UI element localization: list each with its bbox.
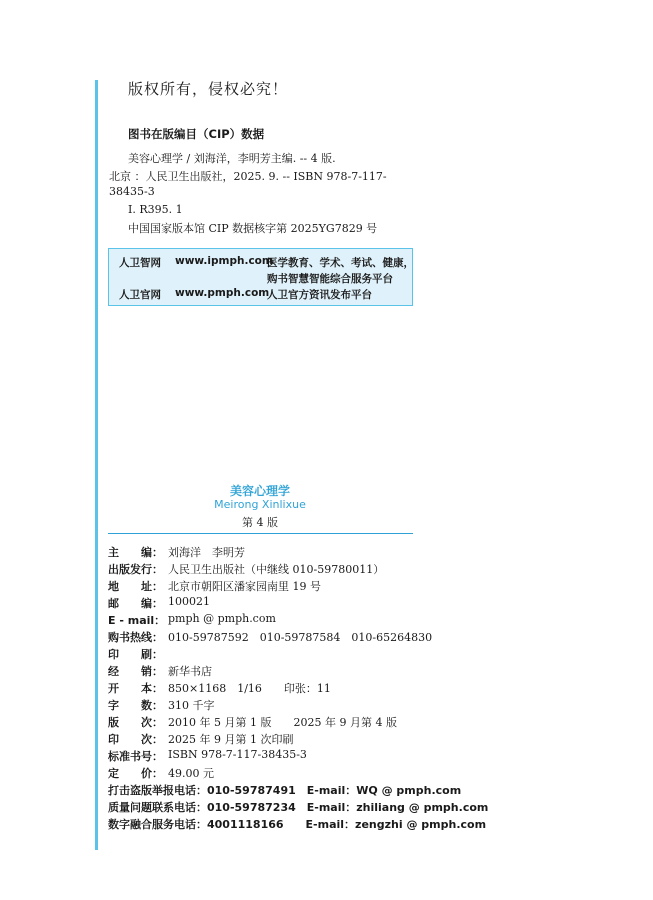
detail-label: 印 刷： — [108, 648, 163, 661]
platform-info-box — [108, 248, 413, 306]
detail-label: 字 数： — [108, 699, 163, 712]
book-edition: 第 4 版 — [242, 516, 278, 529]
cip-line-5: 中国国家版本馆 CIP 数据核字第 2025YG7829 号 — [128, 222, 378, 235]
detail-value: 刘海洋 李明芳 — [168, 546, 245, 559]
detail-label: 版 次： — [108, 716, 163, 729]
detail-value: 人民卫生出版社（中继线 010-59780011） — [168, 563, 385, 576]
platform-desc-1b: 购书智慧智能综合服务平台 — [267, 273, 393, 285]
details-divider — [108, 533, 413, 534]
detail-value: 310 千字 — [168, 699, 215, 712]
copyright-notice: 版权所有，侵权必究！ — [128, 80, 289, 98]
detail-label: 开 本： — [108, 682, 163, 695]
platform-name-1: 人卫智网 — [119, 257, 161, 269]
detail-label: 购书热线： — [108, 631, 163, 644]
contact-piracy: 打击盗版举报电话：010-59787491 E-mail：WQ @ pmph.com — [108, 784, 462, 797]
detail-label: 经 销： — [108, 665, 163, 678]
detail-value: 850×1168 1/16 印张：11 — [168, 682, 331, 695]
contact-quality: 质量问题联系电话：010-59787234 E-mail：zhiliang @ pmph.com — [108, 801, 489, 814]
cip-title: 图书在版编目（CIP）数据 — [128, 127, 265, 141]
left-accent-rule — [95, 80, 98, 850]
detail-value: 新华书店 — [168, 665, 212, 678]
detail-label: 定 价： — [108, 767, 163, 780]
detail-label: 地 址： — [108, 580, 163, 593]
cip-line-3: 38435-3 — [109, 185, 155, 198]
platform-name-2: 人卫官网 — [119, 289, 161, 301]
platform-desc-1a: 医学教育、学术、考试、健康， — [267, 257, 414, 269]
detail-value: 2010 年 5 月第 1 版 2025 年 9 月第 4 版 — [168, 716, 397, 729]
contact-digital: 数字融合服务电话：4001118166 E-mail：zengzhi @ pmph.com — [108, 818, 487, 831]
detail-value: 49.00 元 — [168, 767, 214, 780]
detail-label: 主 编： — [108, 546, 163, 559]
book-title-cn: 美容心理学 — [229, 484, 290, 498]
detail-label: 邮 编： — [108, 597, 163, 610]
detail-value: 100021 — [168, 595, 210, 608]
cip-line-2: 北京 ：人民卫生出版社，2025. 9. -- ISBN 978-7-117- — [109, 170, 387, 183]
platform-desc-2: 人卫官方资讯发布平台 — [267, 289, 372, 301]
platform-url-1[interactable]: www.ipmph.com — [175, 255, 273, 267]
detail-value: pmph @ pmph.com — [168, 612, 276, 625]
detail-label: 出版发行： — [108, 563, 163, 576]
detail-label: 印 次： — [108, 733, 163, 746]
platform-url-2[interactable]: www.pmph.com — [175, 287, 270, 299]
detail-label: 标准书号： — [108, 750, 163, 763]
book-title-pinyin: Meirong Xinlixue — [214, 498, 306, 511]
cip-line-4: Ⅰ. R395. 1 — [128, 203, 183, 216]
detail-value: 北京市朝阳区潘家园南里 19 号 — [168, 580, 321, 593]
detail-value: ISBN 978-7-117-38435-3 — [168, 748, 307, 761]
cip-line-1: 美容心理学 / 刘海洋，李明芳主编. -- 4 版. — [128, 152, 336, 165]
detail-label: E - mail： — [108, 614, 166, 627]
detail-value: 2025 年 9 月第 1 次印刷 — [168, 733, 294, 746]
detail-value: 010-59787592 010-59787584 010-65264830 — [168, 631, 433, 644]
